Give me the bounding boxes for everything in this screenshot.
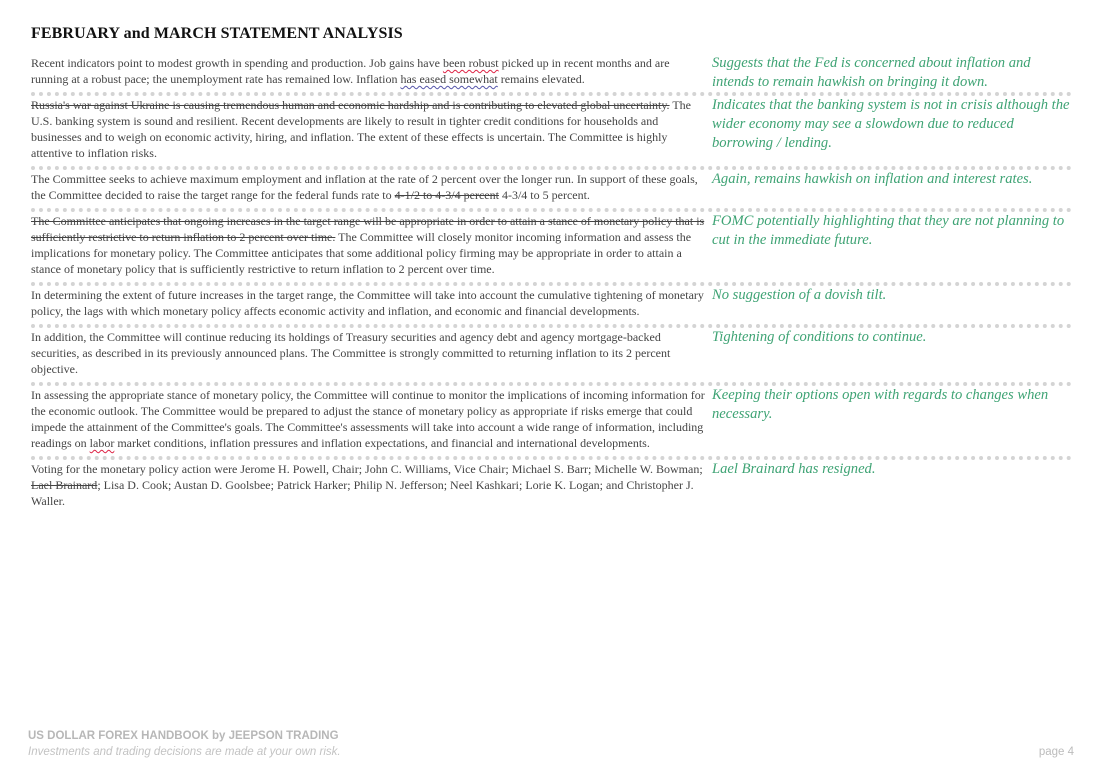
statement-segment: In assessing the appropriate stance of monetary policy, the Committee will continue to monitor the implications of incoming information for the economic outlook. The Committee would be prepared to adjust the stance of monetary policy as appropriate if risks emerge that could impede the attainment of the Committee's goals. The Committee's assessments will take into account a wide range of information, including readings on xyxy=(31,388,705,450)
removed-text: 4-1/2 to 4-3/4 percent xyxy=(394,188,499,202)
statement-text xyxy=(31,212,705,282)
spellcheck-word: labor xyxy=(89,436,115,450)
footer-brand: US DOLLAR FOREX HANDBOOK by JEEPSON TRADING xyxy=(28,730,339,742)
statement-text xyxy=(31,286,705,324)
analysis-comment: Keeping their options open with regards to changes when necessary. xyxy=(712,387,1049,422)
analysis-comment: Lael Brainard has resigned. xyxy=(712,461,876,477)
statement-segment: In determining the extent of future increases in the target range, the Committee will take into account the cumulative tightening of monetary policy, the lags with which monetary policy affects economic activity and inflation, and economic and financial developments. xyxy=(31,288,704,318)
footer-disclaimer: Investments and trading decisions are made at your own risk. xyxy=(28,746,341,758)
analysis-row-3 xyxy=(31,166,1072,208)
analysis-row-8 xyxy=(31,456,1072,514)
analysis-row-7 xyxy=(31,382,1072,456)
statement-text xyxy=(31,170,705,208)
statement-text xyxy=(31,328,705,382)
removed-text: Russia's war against Ukraine is causing tremendous human and economic hardship and is contributing to elevated global uncertainty. xyxy=(31,98,670,112)
removed-text: Lael Brainard xyxy=(31,478,98,492)
analysis-comment: No suggestion of a dovish tilt. xyxy=(712,287,887,303)
statement-text xyxy=(31,54,705,92)
analysis-row-6 xyxy=(31,324,1072,382)
analysis-comment: Suggests that the Fed is concerned about inflation and intends to remain hawkish on bringing it down. xyxy=(712,55,1031,90)
analysis-comment: Again, remains hawkish on inflation and interest rates. xyxy=(712,171,1033,187)
analysis-comment: Tightening of conditions to continue. xyxy=(712,329,927,345)
analysis-row-2 xyxy=(31,92,1072,166)
statement-segment: The Committee will closely monitor incoming information and assess the implications for monetary policy. The Committee anticipates that some additional policy firming may be appropriate in order to attain a stance of monetary policy that is sufficiently restrictive to return inflation to 2 percent over time. xyxy=(31,230,692,276)
statement-segment: Voting for the monetary policy action were Jerome H. Powell, Chair; John C. Williams, Vice Chair; Michael S. Barr; Michelle W. Bowman; xyxy=(31,462,703,476)
analysis-comment: Indicates that the banking system is not in crisis although the wider economy may see a slowdown due to reduced borrowing / lending. xyxy=(712,97,1070,151)
statement-text xyxy=(31,386,705,456)
statement-segment: market conditions, inflation pressures and inflation expectations, and financial and international developments. xyxy=(114,436,650,450)
statement-text xyxy=(31,460,705,514)
statement-segment: Recent indicators point to modest growth in spending and production. Job gains have xyxy=(31,56,443,70)
page-title: FEBRUARY and MARCH STATEMENT ANALYSIS xyxy=(31,25,403,42)
analysis-row-5 xyxy=(31,282,1072,324)
page-number: page 4 xyxy=(1038,746,1074,758)
statement-segment: In addition, the Committee will continue reducing its holdings of Treasury securities and agency debt and agency mortgage-backed securities, as described in its previously announced plans. The Committee is strongly committed to returning inflation to its 2 percent objective. xyxy=(31,330,671,376)
removed-text: has eased somewhat xyxy=(400,72,498,86)
analysis-row-1 xyxy=(31,54,1072,92)
statement-segment: picked up in recent months and are running at a robust pace; the unemployment rate has remained low. Inflation xyxy=(31,56,670,86)
removed-text: been robust xyxy=(442,56,499,70)
statement-segment: remains elevated. xyxy=(497,72,585,86)
analysis-table xyxy=(31,54,1072,514)
statement-segment: 4-3/4 to 5 percent. xyxy=(498,188,590,202)
statement-segment: The Committee seeks to achieve maximum employment and inflation at the rate of 2 percent over the longer run. In support of these goals, the Committee decided to raise the target range for the federal funds rate to xyxy=(31,172,698,202)
analysis-row-4 xyxy=(31,208,1072,282)
statement-segment: ; Lisa D. Cook; Austan D. Goolsbee; Patrick Harker; Philip N. Jefferson; Neel Kashkari; Lorie K. Logan; and Christopher J. Waller. xyxy=(31,478,694,508)
removed-text: The Committee anticipates that ongoing increases in the target range will be appropriate in order to attain a stance of monetary policy that is sufficiently restrictive to return inflation to 2 percent over time. xyxy=(31,214,705,244)
analysis-comment: FOMC potentially highlighting that they are not planning to cut in the immediate future. xyxy=(712,213,1065,248)
statement-text xyxy=(31,96,705,166)
statement-segment: The U.S. banking system is sound and resilient. Recent developments are likely to result in tighter credit conditions for households and businesses and to weigh on economic activity, hiring, and inflation. The extent of these effects is uncertain. The Committee is highly attentive to inflation risks. xyxy=(31,98,692,160)
